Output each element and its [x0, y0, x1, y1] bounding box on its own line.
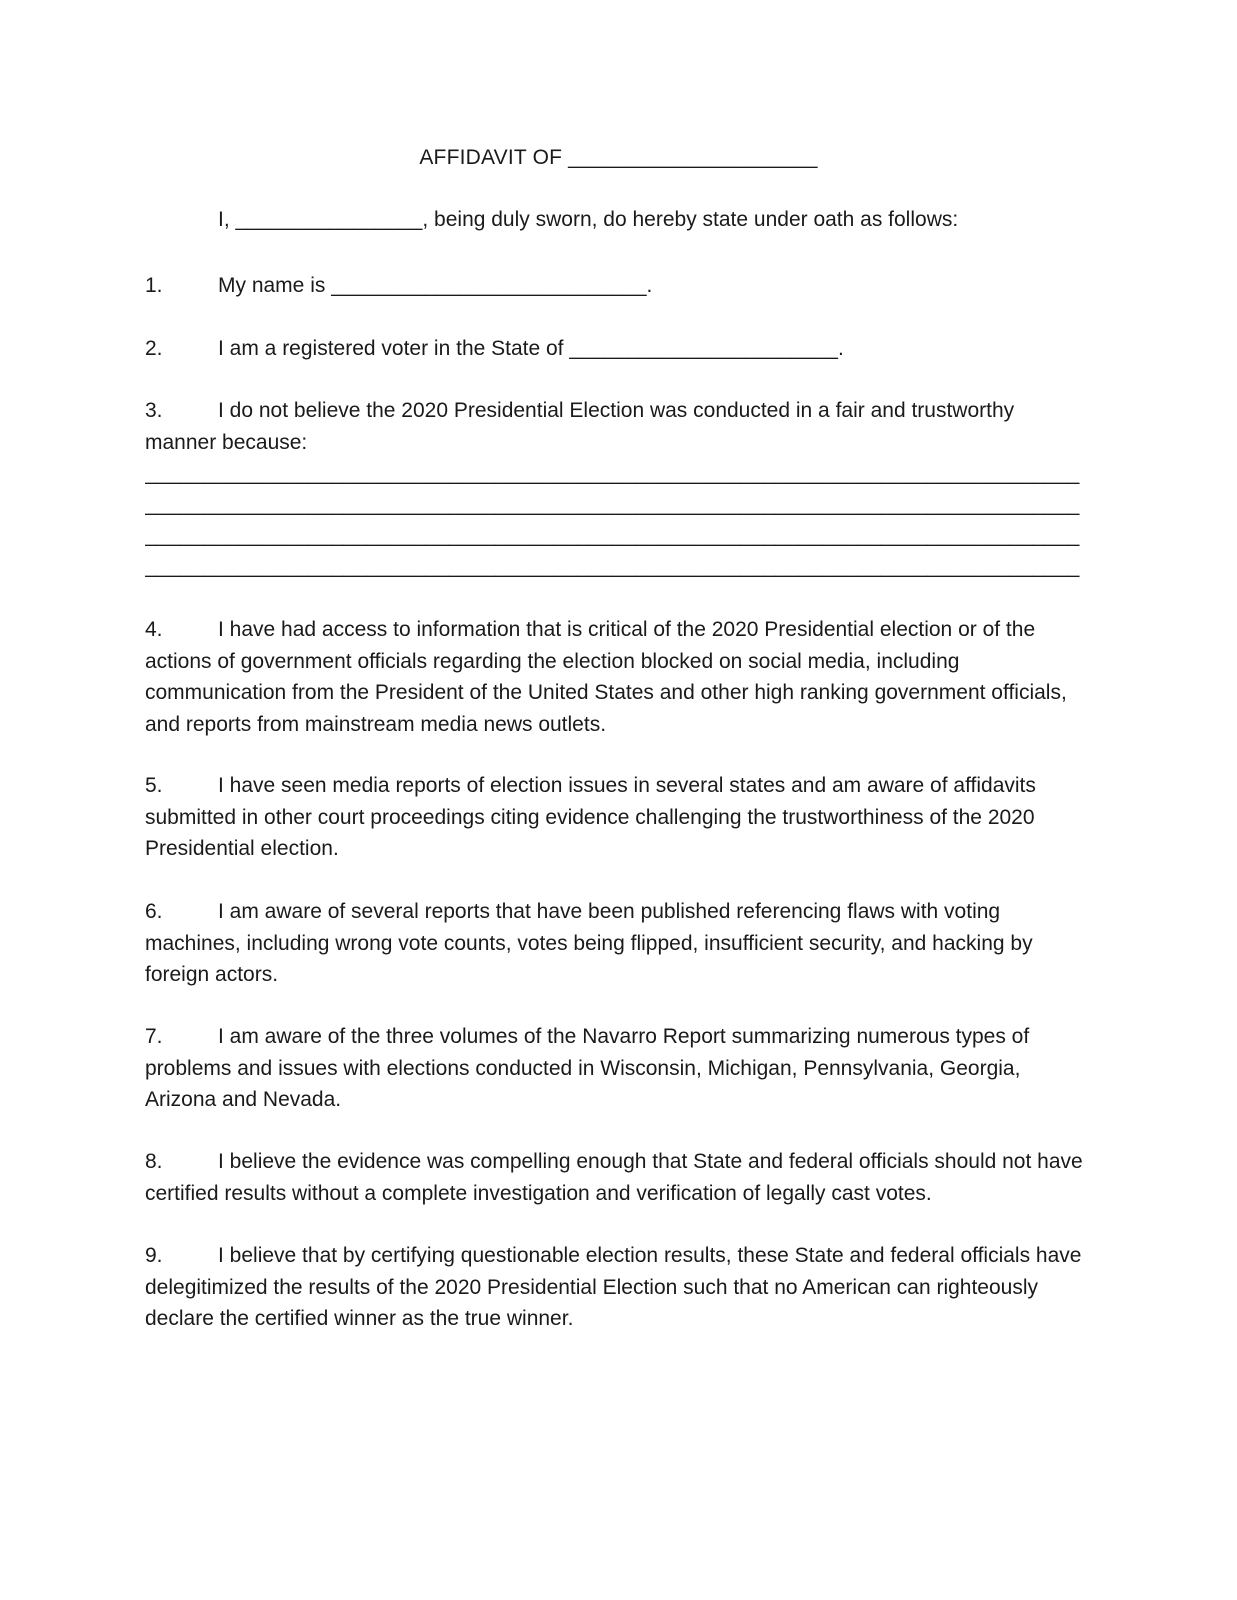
answer-line: ________________________________________________________________________________	[145, 493, 1080, 516]
item-text: I believe that by certifying questionable election results, these State and federal officials have delegitimized the results of the 2020 Presidential Election such that no American can righteously declare the certified winner as the true winner.	[145, 1244, 1082, 1330]
answer-lines	[145, 458, 1091, 582]
item-number: 9.	[145, 1244, 163, 1267]
item-number: 7.	[145, 1025, 163, 1048]
item-number: 8.	[145, 1150, 163, 1173]
item-text: I have seen media reports of election issues in several states and am aware of affidavits submitted in other court proceedings citing evidence challenging the trustworthiness of the 2020 Presidential election.	[145, 774, 1036, 860]
item-text: I believe the evidence was compelling enough that State and federal officials should not have certified results without a complete investigation and verification of legally cast votes.	[145, 1150, 1083, 1205]
item-text: I do not believe the 2020 Presidential Election was conducted in a fair and trustworthy manner because:	[145, 399, 1015, 454]
item-number: 3.	[145, 399, 163, 422]
item-text: I have had access to information that is critical of the 2020 Presidential election or of the actions of government officials regarding the election blocked on social media, including communication from the President of the United States and other high ranking government officials, and reports from mainstream media news outlets.	[145, 618, 1067, 736]
item-5	[145, 770, 1091, 865]
item-7	[145, 1021, 1091, 1116]
document-title: AFFIDAVIT OF _____________________	[419, 146, 818, 169]
item-1	[145, 270, 1091, 302]
item-4	[145, 614, 1091, 740]
item-9	[145, 1240, 1091, 1335]
item-2	[145, 333, 1091, 365]
item-number: 2.	[145, 337, 163, 360]
item-3	[145, 395, 1091, 458]
item-8	[145, 1146, 1091, 1209]
item-number: 6.	[145, 900, 163, 923]
item-text: I am a registered voter in the State of _______________________.	[218, 337, 844, 360]
item-text: I am aware of the three volumes of the Navarro Report summarizing numerous types of problems and issues with elections conducted in Wisconsin, Michigan, Pennsylvania, Georgia, Arizona and Nevada.	[145, 1025, 1030, 1111]
item-6	[145, 896, 1091, 991]
item-text: I am aware of several reports that have been published referencing flaws with voting machines, including wrong vote counts, votes being flipped, insufficient security, and hacking by foreign actors.	[145, 900, 1033, 986]
item-text: My name is ___________________________.	[218, 274, 653, 297]
answer-line: ________________________________________________________________________________	[145, 524, 1080, 547]
item-number: 5.	[145, 774, 163, 797]
intro-statement: I, ________________, being duly sworn, do hereby state under oath as follows:	[218, 208, 959, 231]
item-number: 4.	[145, 618, 163, 641]
answer-line: ________________________________________________________________________________	[145, 555, 1080, 578]
answer-line: ________________________________________________________________________________	[145, 462, 1080, 485]
item-number: 1.	[145, 274, 163, 297]
